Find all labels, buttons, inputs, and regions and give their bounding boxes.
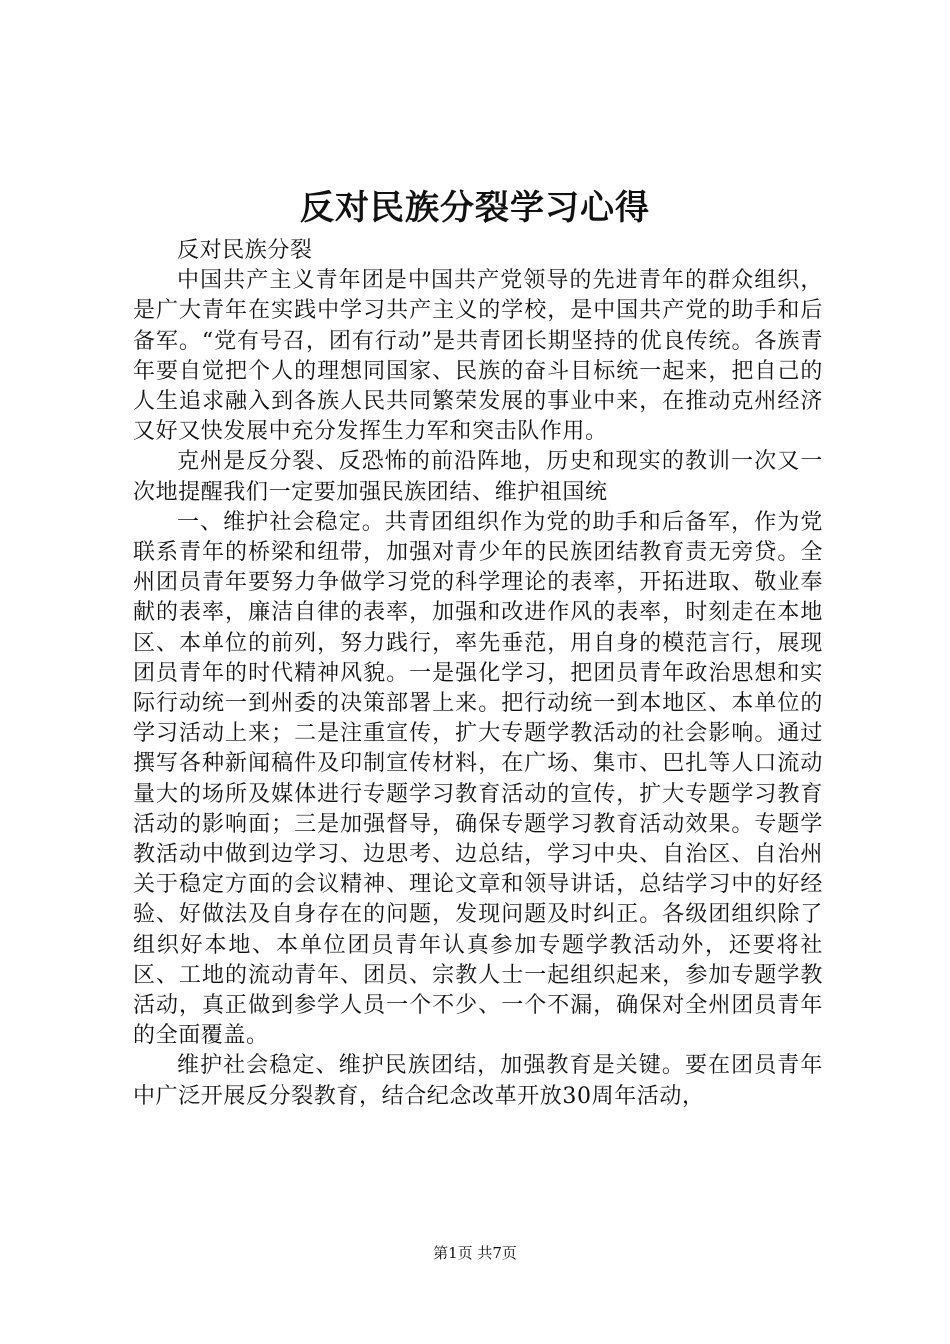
- paragraph-2: 中国共产主义青年团是中国共产党领导的先进青年的群众组织，是广大青年在实践中学习共产主义的学校，是中国共产党的助手和后备军。“党有号召，团有行动”是共青团长期坚持的优良传统。各族青年要自觉把个人的理想同国家、民族的奋斗目标统一起来，把自己的人生追求融入到各族人民共同繁荣发展的事业中来，在推动克州经济又好又快发展中充分发挥生力军和突击队作用。: [133, 268, 823, 445]
- paragraph-4: 一、维护社会稳定。共青团组织作为党的助手和后备军，作为党联系青年的桥梁和纽带，加强对青少年的民族团结教育责无旁贷。全州团员青年要努力争做学习党的科学理论的表率，开拓进取、敬业奉献的表率，廉洁自律的表率，加强和改进作风的表率，时刻走在本地区、本单位的前列，努力践行，率先垂范，用自身的模范言行，展现团员青年的时代精神风貌。一是强化学习，把团员青年政治思想和实际行动统一到州委的决策部署上来。把行动统一到本地区、本单位的学习活动上来；二是注重宣传，扩大专题学教活动的社会影响。通过撰写各种新闻稿件及印制宣传材料，在广场、集市、巴扎等人口流动量大的场所及媒体进行专题学习教育活动的宣传，扩大专题学习教育活动的影响面；三是加强督导，确保专题学习教育活动效果。专题学教活动中做到边学习、边思考、边总结，学习中央、自治区、自治州关于稳定方面的会议精神、理论文章和领导讲话，总结学习中的好经验、好做法及自身存在的问题，发现问题及时纠正。各级团组织除了组织好本地、本单位团员青年认真参加专题学教活动外，还要将社区、工地的流动青年、团员、宗教人士一起组织起来，参加专题学教活动，真正做到参学人员一个不少、一个不漏，确保对全州团员青年的全面覆盖。: [133, 509, 823, 1049]
- document-body: [133, 236, 823, 1112]
- document-title: 反对民族分裂学习心得: [300, 188, 650, 228]
- page-number-footer: 第1页 共7页: [433, 1244, 517, 1262]
- paragraph-5: 维护社会稳定、维护民族团结，加强教育是关键。要在团员青年中广泛开展反分裂教育，结合纪念改革开放30周年活动，: [133, 1053, 823, 1109]
- paragraph-1: 反对民族分裂: [177, 238, 313, 263]
- paragraph-3: 克州是反分裂、反恐怖的前沿阵地，历史和现实的教训一次又一次地提醒我们一定要加强民族团结、维护祖国统: [133, 449, 823, 505]
